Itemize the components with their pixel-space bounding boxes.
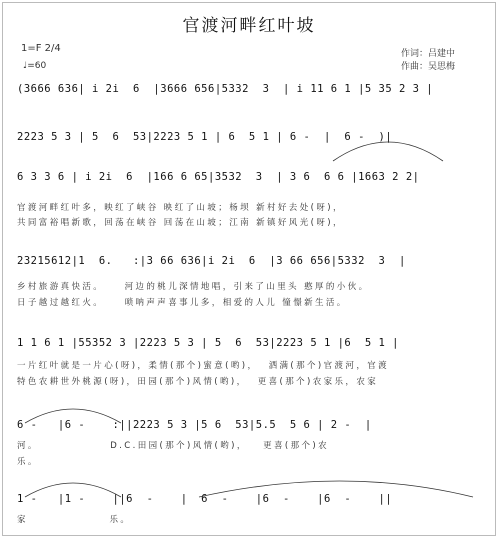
notation-line: 2223 5 3 | 5 6 53|2223 5 1 | 6 5 1 | 6 - | 6 - )| xyxy=(17,131,393,143)
lyric-verse-2: 乐。 xyxy=(17,457,39,467)
lyricist-credit: 作词：吕建中 xyxy=(401,49,456,59)
notation-line: 1 - |1 - ||6 - | 6 - |6 - |6 - || xyxy=(17,493,393,505)
lyric-verse-1: 河。 D.C.田园(那个)风情(哟)， 更喜(那个)农 xyxy=(17,441,330,451)
notation-line: 6 3 3 6 | i 2i 6 |166 6 65|3532 3 | 3 6 6 6 |1663 2 2| xyxy=(17,171,420,183)
slur-arc xyxy=(199,481,473,497)
tempo-marking: ♩=60 xyxy=(23,61,47,71)
score-page xyxy=(2,2,496,536)
lyric-verse-2: 共同富裕唱新歌，回荡在峡谷 回荡在山坡；江南 新镇好风光(呀)， xyxy=(17,218,344,228)
lyric-verse-1: 家 乐。 xyxy=(17,515,132,525)
composer-credit: 作曲：吴思梅 xyxy=(401,62,456,72)
notation-line: 23215612|1 6. :|3 66 636|i 2i 6 |3 66 656|5332 3 | xyxy=(17,255,406,267)
lyric-verse-2: 特色农耕世外桃源(呀)，田园(那个)风情(哟)， 更喜(那个)农家乐，农家 xyxy=(17,377,379,387)
slur-arc xyxy=(333,142,443,161)
slur-overlay xyxy=(3,3,497,537)
slur-arc xyxy=(25,483,121,497)
lyric-verse-1: 官渡河畔红叶多，映红了峡谷 映红了山坡；杨坝 新村好去处(呀)， xyxy=(17,203,344,213)
notation-line: 6 - |6 - :||2223 5 3 |5 6 53|5.5 5 6 | 2 - | xyxy=(17,419,372,431)
notation-line: 1 1 6 1 |55352 3 |2223 5 3 | 5 6 53|2223 5 1 |6 5 1 | xyxy=(17,337,400,349)
notation-line: (3666 636| i 2i 6 |3666 656|5332 3 | i 11 6 1 |5 35 2 3 | xyxy=(17,83,434,95)
lyric-verse-2: 日子越过越红火。 唢呐声声喜事儿多，相爱的人儿 憧憬新生活。 xyxy=(17,298,348,308)
lyric-verse-1: 乡村旅游真快活。 河边的桃儿深情地唱，引来了山里头 憨厚的小伙。 xyxy=(17,282,370,292)
slur-arc xyxy=(25,409,121,423)
song-title: 官渡河畔红叶坡 xyxy=(182,16,316,36)
lyric-verse-1: 一片红叶就是一片心(呀)，柔情(那个)蜜意(哟)， 洒满(那个)官渡河，官渡 xyxy=(17,361,390,371)
key-signature: 1=F 2/4 xyxy=(21,43,61,54)
